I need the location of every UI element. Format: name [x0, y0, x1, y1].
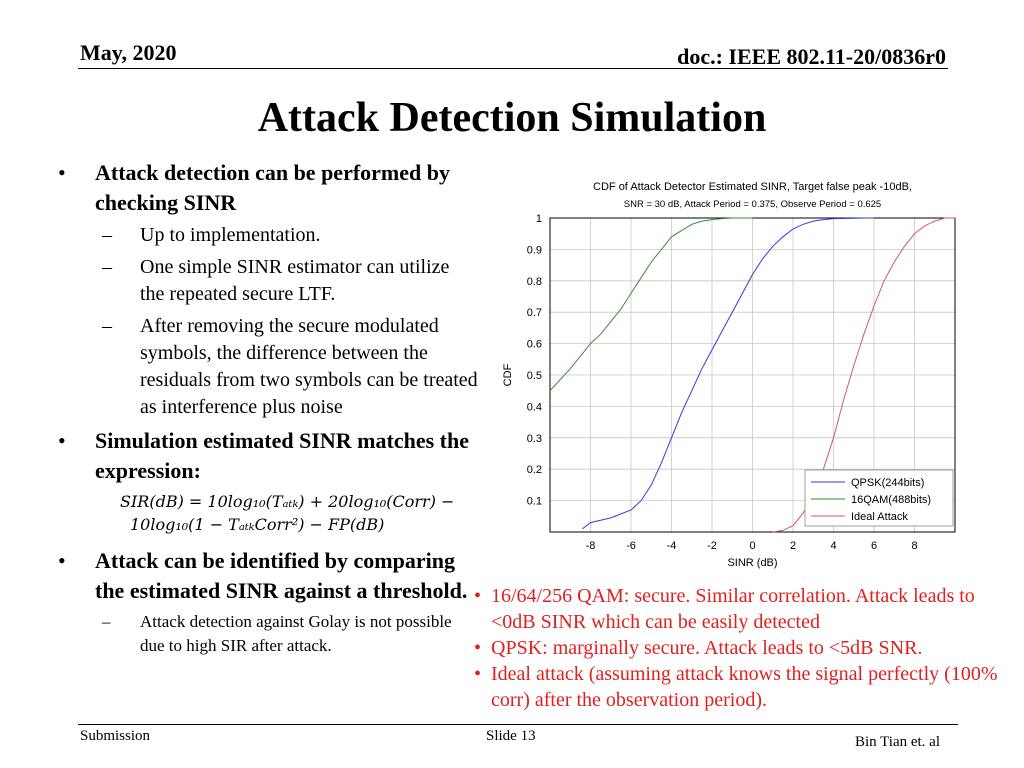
- sub-bullet-3-text: After removing the secure modulated symbols, the difference between the residuals from two symbols can be treated as interference plus noise: [140, 315, 478, 418]
- header-rule: [78, 68, 948, 69]
- series-line-1: [550, 218, 753, 391]
- slide-title: Attack Detection Simulation: [257, 95, 767, 141]
- right-notes: [472, 583, 1012, 713]
- x-tick-label: 2: [789, 540, 797, 552]
- x-tick-label: -8: [585, 540, 596, 552]
- sub-bullet-1-text: Up to implementation.: [140, 224, 321, 246]
- x-tick-label: 0: [749, 540, 756, 552]
- bullet-3: [58, 546, 478, 606]
- x-tick-label: -6: [626, 540, 636, 552]
- formula-line-1: SIR(dB) = 10log₁₀(Tₐₜₖ) + 20log₁₀(Corr) −: [120, 492, 455, 511]
- footer-rule: [78, 724, 958, 725]
- bullet-1-text: Attack detection can be performed by checking SINR: [95, 160, 450, 215]
- chart-y-label: CDF: [502, 363, 514, 387]
- footer-authors: Bin Tian et. al: [854, 734, 940, 750]
- bullet-dot: •: [58, 160, 66, 185]
- footer-submission: Submission: [80, 728, 151, 744]
- y-tick-label: 0.7: [526, 307, 542, 320]
- x-tick-label: 8: [911, 540, 918, 552]
- bullet-dot: •: [58, 428, 66, 453]
- chart-title: CDF of Attack Detector Estimated SINR, Target false peak -10dB,: [593, 181, 912, 193]
- y-tick-label: 0.2: [526, 464, 542, 477]
- header-date: May, 2020: [80, 40, 177, 65]
- y-tick-label: 0.5: [526, 370, 542, 382]
- x-tick-label: 4: [830, 540, 837, 552]
- x-tick-label: 6: [870, 540, 878, 552]
- cdf-chart: [492, 172, 970, 572]
- y-tick-label: 0.3: [526, 432, 542, 445]
- sir-formula: [58, 490, 478, 536]
- x-tick-label: -2: [707, 540, 717, 552]
- legend-label: QPSK(244bits): [851, 477, 925, 489]
- y-tick-label: 0.8: [526, 275, 542, 288]
- legend-label: Ideal Attack: [851, 511, 908, 523]
- y-tick-label: 0.9: [526, 244, 542, 257]
- x-tick-label: -4: [666, 540, 677, 552]
- bullet-2-text: Simulation estimated SINR matches the expression:: [95, 428, 469, 483]
- bullet-3-text: Attack can be identified by comparing the estimated SINR against a threshold.: [95, 548, 468, 603]
- chart-legend: [805, 470, 953, 526]
- bullet-dot: •: [58, 548, 66, 573]
- y-tick-label: 1: [535, 213, 542, 225]
- sub-bullet-2: – One simple SINR estimator can utilize the repeated secure LTF.: [102, 256, 450, 305]
- sub-bullet-4: – Attack detection against Golay is not possible due to high SIR after attack.: [102, 612, 452, 655]
- note-3: • Ideal attack (assuming attack knows the signal perfectly (100% corr) after the observation period).: [474, 663, 998, 711]
- formula-line-2: 10log₁₀(1 − TₐₜₖCorr²) − FP(dB): [130, 515, 385, 534]
- note-3-text: Ideal attack (assuming attack knows the signal perfectly (100% corr) after the observation period).: [491, 663, 998, 711]
- note-1: • 16/64/256 QAM: secure. Similar correlation. Attack leads to <0dB SINR which can be easily detected: [474, 585, 975, 633]
- chart-x-label: SINR (dB): [727, 557, 778, 569]
- note-1-text: 16/64/256 QAM: secure. Similar correlation. Attack leads to <0dB SINR which can be easily detected: [491, 585, 975, 633]
- footer-slide-number: Slide 13: [486, 728, 536, 744]
- legend-label: 16QAM(488bits): [851, 494, 932, 506]
- sub-bullet-3: – After removing the secure modulated symbols, the difference between the residuals from two symbols can be treated as interference plus noise: [102, 315, 478, 418]
- note-2: • QPSK: marginally secure. Attack leads to <5dB SNR.: [474, 637, 923, 659]
- chart-subtitle: SNR = 30 dB, Attack Period = 0.375, Observe Period = 0.625: [623, 199, 882, 210]
- sub-bullet-1: – Up to implementation.: [102, 224, 321, 246]
- y-tick-label: 0.1: [526, 495, 542, 508]
- sub-bullet-2-text: One simple SINR estimator can utilize the repeated secure LTF.: [140, 256, 450, 305]
- header-doc-id: doc.: IEEE 802.11-20/0836r0: [677, 44, 946, 69]
- y-tick-label: 0.6: [526, 338, 542, 351]
- note-2-text: QPSK: marginally secure. Attack leads to <5dB SNR.: [491, 637, 923, 659]
- sub-bullet-4-text: Attack detection against Golay is not possible due to high SIR after attack.: [140, 612, 452, 655]
- left-bullets: [58, 158, 478, 662]
- bullet-1: [58, 158, 478, 218]
- y-tick-label: 0.4: [526, 401, 542, 414]
- cdf-chart-svg: [492, 172, 970, 572]
- bullet-2: [58, 426, 478, 486]
